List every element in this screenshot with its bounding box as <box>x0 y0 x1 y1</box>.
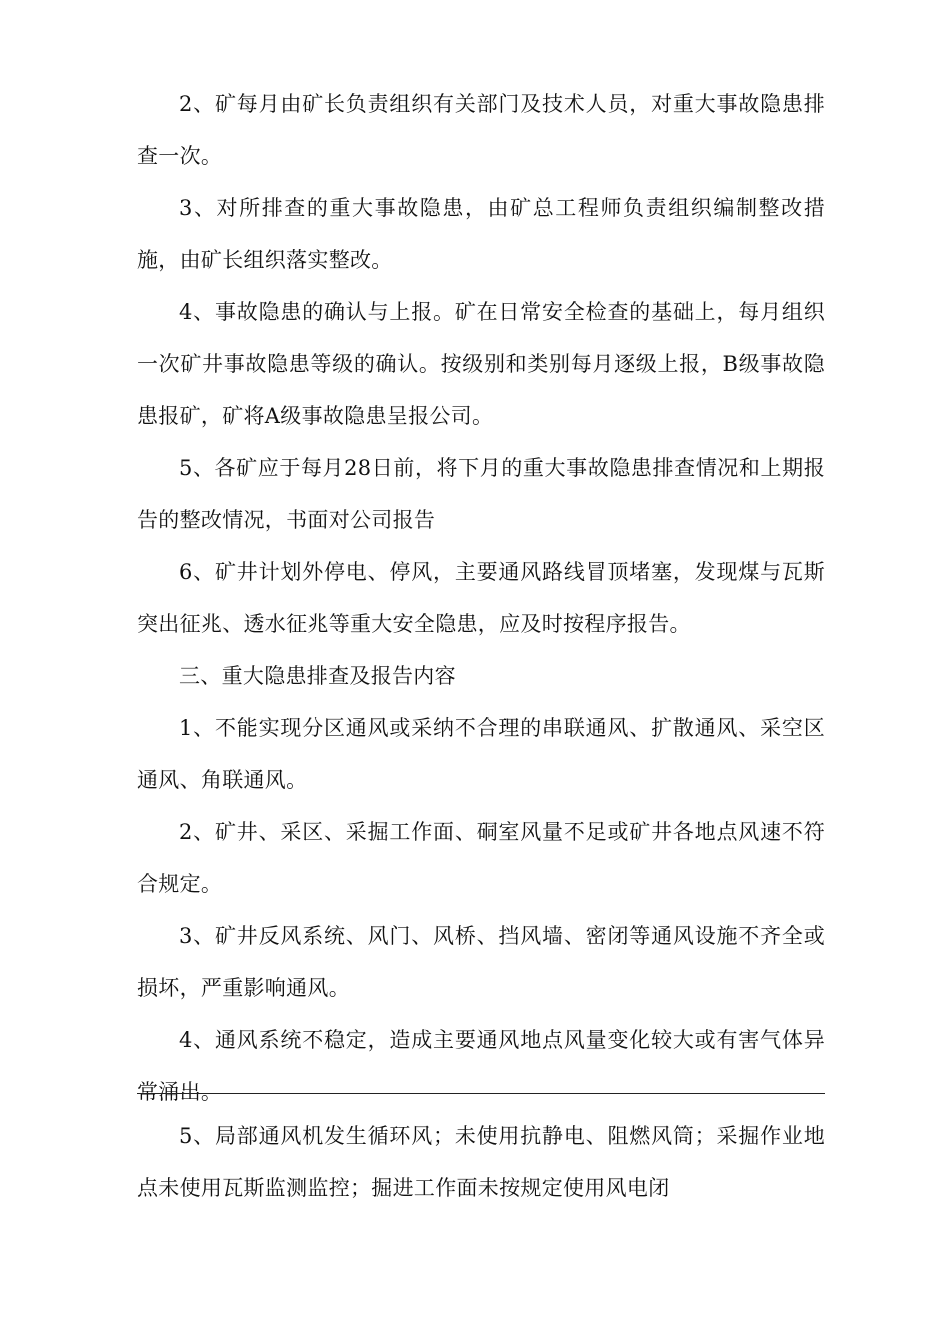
paragraph-hazard-1-ventilation: 1、不能实现分区通风或采纳不合理的串联通风、扩散通风、采空区通风、角联通风。 <box>137 716 825 792</box>
paragraph-hazard-5-local-fan: 5、局部通风机发生循环风；未使用抗静电、阻燃风筒；采掘作业地点未使用瓦斯监测监控；掘进工作面未按规定使用风电闭 <box>137 1124 825 1200</box>
paragraph-item-6-unplanned-outage: 6、矿井计划外停电、停风，主要通风路线冒顶堵塞，发现煤与瓦斯突出征兆、透水征兆等重大安全隐患，应及时按程序报告。 <box>137 560 825 636</box>
paragraph-item-2-monthly-inspection: 2、矿每月由矿长负责组织有关部门及技术人员，对重大事故隐患排查一次。 <box>137 92 825 168</box>
lower-text-section <box>137 1110 825 1214</box>
page-divider <box>137 1093 825 1094</box>
paragraph-item-5-monthly-deadline: 5、各矿应于每月28日前，将下月的重大事故隐患排查情况和上期报告的整改情况，书面对公司报告 <box>137 456 825 532</box>
paragraph-hazard-3-facilities: 3、矿井反风系统、风门、风桥、挡风墙、密闭等通风设施不齐全或损坏，严重影响通风。 <box>137 924 825 1000</box>
paragraph-hazard-4-instability: 4、通风系统不稳定，造成主要通风地点风量变化较大或有害气体异常涌出。 <box>137 1028 825 1104</box>
paragraph-item-4-confirmation-report: 4、事故隐患的确认与上报。矿在日常安全检查的基础上，每月组织一次矿井事故隐患等级的确认。按级别和类别每月逐级上报，B级事故隐患报矿，矿将A级事故隐患呈报公司。 <box>137 300 825 428</box>
section-heading-3: 三、重大隐患排查及报告内容 <box>179 664 456 688</box>
paragraph-hazard-2-air-volume: 2、矿井、采区、采掘工作面、硐室风量不足或矿井各地点风速不符合规定。 <box>137 820 825 896</box>
upper-text-section <box>137 78 825 1118</box>
paragraph-item-3-rectification: 3、对所排查的重大事故隐患，由矿总工程师负责组织编制整改措施，由矿长组织落实整改。 <box>137 196 825 272</box>
